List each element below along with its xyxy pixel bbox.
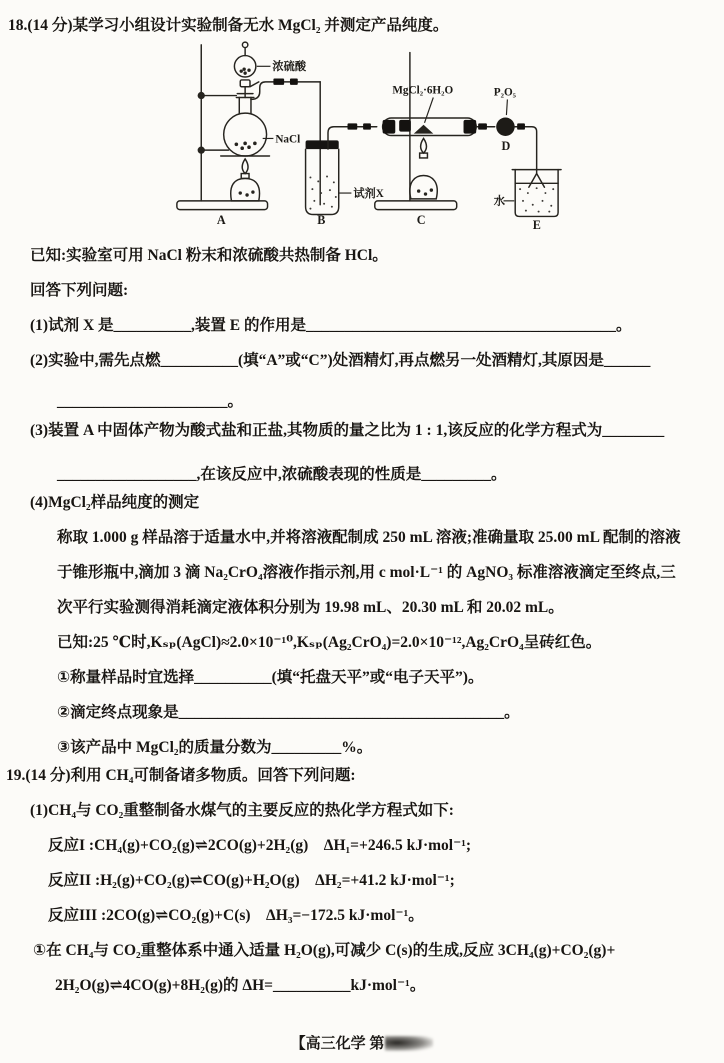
rubber-connector: [478, 123, 487, 129]
q19-item1-intro: (1)CH₄与 CO₂重整制备水煤气的主要反应的热化学方程式如下:: [30, 802, 454, 819]
q19-sub1-line2: 2H₂O(g)⇌4CO(g)+8H₂(g)的 ΔH=__________kJ·mol⁻¹。: [55, 977, 426, 994]
leader-mgcl2: [425, 98, 434, 123]
label-device-b: B: [317, 213, 326, 228]
water-in-beaker: [519, 187, 554, 212]
tube-a-to-b: [251, 82, 320, 100]
label-p2o5: P₂O₅: [493, 86, 517, 99]
separating-funnel: [234, 42, 258, 97]
q18-item2-line2: ______________________。: [57, 393, 244, 410]
rubber-connector: [517, 123, 525, 129]
q18-item4-para3: 次平行实验测得消耗滴定液体积分别为 19.98 mL、20.30 mL 和 20.02 mL。: [57, 599, 564, 616]
q18-item3-line2: __________________,在该反应中,浓硫酸表现的性质是_________。: [57, 466, 507, 483]
beaker-e: [512, 170, 561, 217]
q18-item1: (1)试剂 X 是__________,装置 E 的作用是________________________________________。: [30, 317, 632, 334]
q19-reaction-2: 反应II :H₂(g)+CO₂(g)⇌CO(g)+H₂O(g) ΔH₂=+41.2 kJ·mol⁻¹;: [48, 872, 455, 889]
label-water: 水: [493, 195, 505, 208]
alcohol-lamp-a: [231, 159, 260, 201]
footer-smudge: [385, 1036, 433, 1051]
label-device-e: E: [532, 218, 541, 233]
rubber-connector: [273, 78, 284, 84]
label-mgcl2-hydrate: MgCl₂·6H₂O: [392, 84, 454, 97]
q18-item4-para1: 称取 1.000 g 样品溶于适量水中,并将溶液配制成 250 mL 溶液;准确量取 25.00 mL 配制的溶液: [57, 529, 681, 546]
q18-item3-line1: (3)装置 A 中固体产物为酸式盐和正盐,其物质的量之比为 1 : 1,该反应的化学方程式为________: [30, 422, 665, 439]
apparatus-diagram: [172, 39, 562, 234]
q18-item4-sub2: ②滴定终点现象是__________________________________________。: [57, 704, 520, 721]
leader-p2o5: [506, 99, 507, 115]
label-reagent-x: 试剂X: [353, 187, 384, 200]
label-device-c: C: [416, 213, 426, 228]
q18-item4-known: 已知:25 ℃时,Kₛₚ(AgCl)≈2.0×10⁻¹⁰,Kₛₚ(Ag₂CrO₄)=2.0×10⁻¹²,Ag₂CrO₄呈砖红色。: [57, 634, 602, 651]
rubber-connector: [363, 123, 371, 129]
gas-washing-bottle-b: [306, 123, 377, 214]
q19-reaction-3: 反应III :2CO(g)⇌CO₂(g)+C(s) ΔH₃=−172.5 kJ·mol⁻¹。: [48, 907, 424, 924]
q19-sub1-line1: ①在 CH₄与 CO₂重整体系中通入适量 H₂O(g),可减少 C(s)的生成,反应 3CH₄(g)+CO₂(g)+: [33, 942, 616, 959]
liquid-in-bottle: [309, 176, 336, 210]
label-device-d: D: [501, 139, 511, 154]
hydrate-sample: [414, 125, 434, 134]
alcohol-lamp-c: [410, 138, 437, 198]
q18-item4-sub1: ①称量样品时宜选择__________(填“托盘天平”或“电子天平”)。: [57, 669, 484, 686]
q19-reaction-1: 反应I :CH₄(g)+CO₂(g)⇌2CO(g)+2H₂(g) ΔH₁=+246.5 kJ·mol⁻¹;: [48, 837, 472, 854]
tube-d-to-e: [529, 127, 537, 174]
q18-item4-para2: 于锥形瓶中,滴加 3 滴 Na₂CrO₄溶液作指示剂,用 c mol·L⁻¹ 的 AgNO₃ 标准溶液滴定至终点,三: [57, 564, 676, 581]
label-nacl: NaCl: [275, 133, 301, 146]
q19-title: 19.(14 分)利用 CH₄可制备诸多物质。回答下列问题:: [6, 767, 356, 784]
rubber-connector: [348, 123, 358, 129]
q18-item2-line1: (2)实验中,需先点燃__________(填“A”或“C”)处酒精灯,再点燃另一处酒精灯,其原因是______: [30, 352, 651, 369]
q18-known: 已知:实验室可用 NaCl 粉末和浓硫酸共热制备 HCl。: [30, 247, 388, 264]
round-bottom-flask: [224, 94, 267, 156]
label-conc-sulfuric-acid: 浓硫酸: [272, 61, 307, 74]
footer-text: 【高三化学 第: [290, 1036, 385, 1052]
apparatus-diagram-svg: [172, 39, 562, 234]
page-footer: [0, 1032, 724, 1053]
q18-title: 18.(14 分)某学习小组设计实验制备无水 MgCl₂ 并测定产品纯度。: [8, 17, 449, 34]
rubber-connector: [290, 78, 298, 84]
label-device-a: A: [216, 213, 226, 228]
q18-item4-title: (4)MgCl₂样品纯度的测定: [30, 494, 200, 511]
q18-item4-sub3: ③该产品中 MgCl₂的质量分数为_________%。: [57, 739, 373, 756]
apparatus-c: [375, 53, 495, 210]
q18-prompt: 回答下列问题:: [30, 282, 129, 299]
anti-suckback-funnel: [529, 174, 545, 188]
